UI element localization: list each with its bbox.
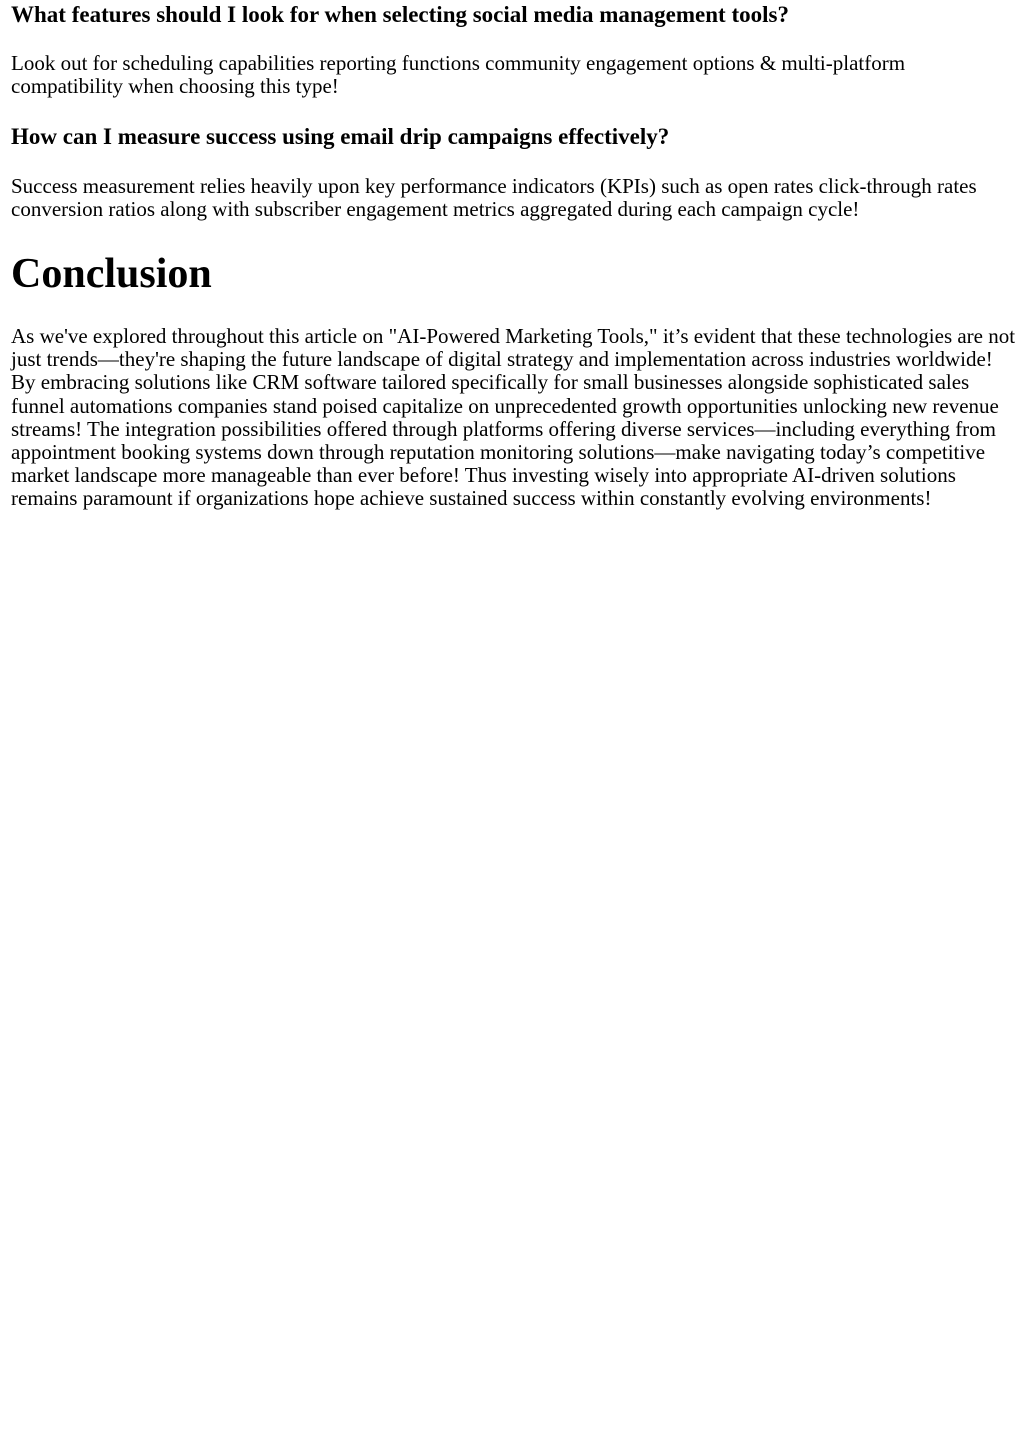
conclusion-heading: Conclusion [11,251,212,297]
faq-answer-social-media-tools: Look out for scheduling capabilities reporting functions community engagement options & multi-platform compatibility when choosing this type! [11,51,906,99]
conclusion-paragraph: As we've explored throughout this article on "AI-Powered Marketing Tools," it’s evident that these technologies are not just trends—they're shaping the future landscape of digital strategy and implementation across industries worldwide! By embracing solutions like CRM software tailored specifically for small businesses alongside sophisticated sales funnel automations companies stand poised capitalize on unprecedented growth opportunities unlocking new revenue streams! The integration possibilities offered through platforms offering diverse services—including everything from appointment booking systems down through reputation monitoring solutions—make navigating today’s competitive market landscape more manageable than ever before! Thus investing wisely into appropriate AI-driven solutions remains paramount if organizations hope achieve sustained success within constantly evolving environments! [11,324,1016,511]
faq-question-social-media-tools: What features should I look for when selecting social media management tools? [11,2,789,27]
faq-question-email-drip-campaigns: How can I measure success using email drip campaigns effectively? [11,124,670,149]
faq-answer-email-drip-campaigns: Success measurement relies heavily upon key performance indicators (KPIs) such as open rates click-through rates conversion ratios along with subscriber engagement metrics aggregated during each campaign cycle! [11,174,977,222]
